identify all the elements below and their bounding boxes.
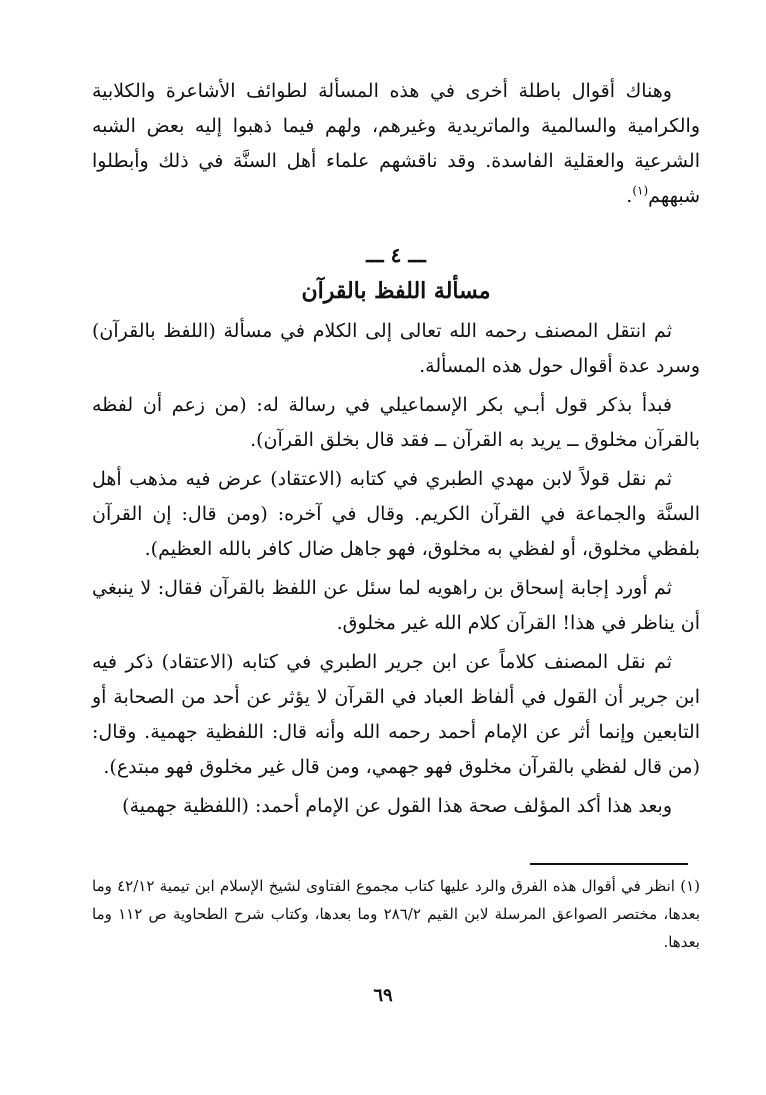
section-number: ـــ ٤ ـــ [366,243,426,267]
intro-text: وهناك أقوال باطلة أخرى في هذه المسألة لطوائف الأشاعرة والكلابية والكرامية والسالمية والماتريدية وغيرهم، ولهم فيما ذهبوا إليه بعض الشبه الشرعية والعقلية الفاسدة. وقد ناقشهم علماء أهل السنَّة في ذلك وأبطلوا شبههم [92,80,700,207]
footnote-mark[interactable]: (١) [632,183,649,198]
paragraph: وبعد هذا أكد المؤلف صحة هذا القول عن الإمام أحمد: (اللفظية جهمية) [122,795,672,817]
intro-paragraph [92,74,700,214]
intro-end: . [626,185,633,207]
paragraph: ثم نقل المصنف كلاماً عن ابن جرير الطبري في كتابه (الاعتقاد) ذكر فيه ابن جرير أن القول في ألفاظ العباد في القرآن لا يؤثر عن أحد من الصحابة أو التابعين وإنما أثر عن الإمام أحمد رحمه الله وأنه قال: اللفظية جهمية. وقال: (من قال لفظي بالقرآن مخلوق فهو جهمي، ومن قال غير مخلوق فهو مبتدع). [92,651,700,778]
paragraph: ثم انتقل المصنف رحمه الله تعالى إلى الكلام في مسألة (اللفظ بالقرآن) وسرد عدة أقوال حول هذه المسألة. [92,320,700,377]
footnote: (١) انظر في أقوال هذه الفرق والرد عليها كتاب مجموع الفتاوى لشيخ الإسلام ابن تيمية ٤٢/١٢ وما بعدها، مختصر الصواعق المرسلة لابن القيم ٢٨٦/٢ وما بعدها، وكتاب شرح الطحاوية ص ١١٢ وما بعدها. [92,877,700,951]
page-number: ٦٩ [373,985,393,1006]
paragraph: ثم نقل قولاً لابن مهدي الطبري في كتابه (الاعتقاد) عرض فيه مذهب أهل السنَّة والجماعة في القرآن الكريم. وقال في آخره: (ومن قال: إن القرآن بلفظي مخلوق، أو لفظي به مخلوق، فهو جاهل ضال كافر بالله العظيم). [92,468,700,560]
main-text [92,74,700,828]
paragraph: فبدأ بذكر قول أبـي بكر الإسماعيلي في رسالة له: (من زعم أن لفظه بالقرآن مخلوق ــ يريد به القرآن ــ فقد قال بخلق القرآن). [92,394,700,451]
footnote-divider [530,863,688,865]
section-title: مسألة اللفظ بالقرآن [301,278,491,304]
paragraph: ثم أورد إجابة إسحاق بن راهويه لما سئل عن اللفظ بالقرآن فقال: لا ينبغي أن يناظر في هذا! القرآن كلام الله غير مخلوق. [92,577,700,634]
